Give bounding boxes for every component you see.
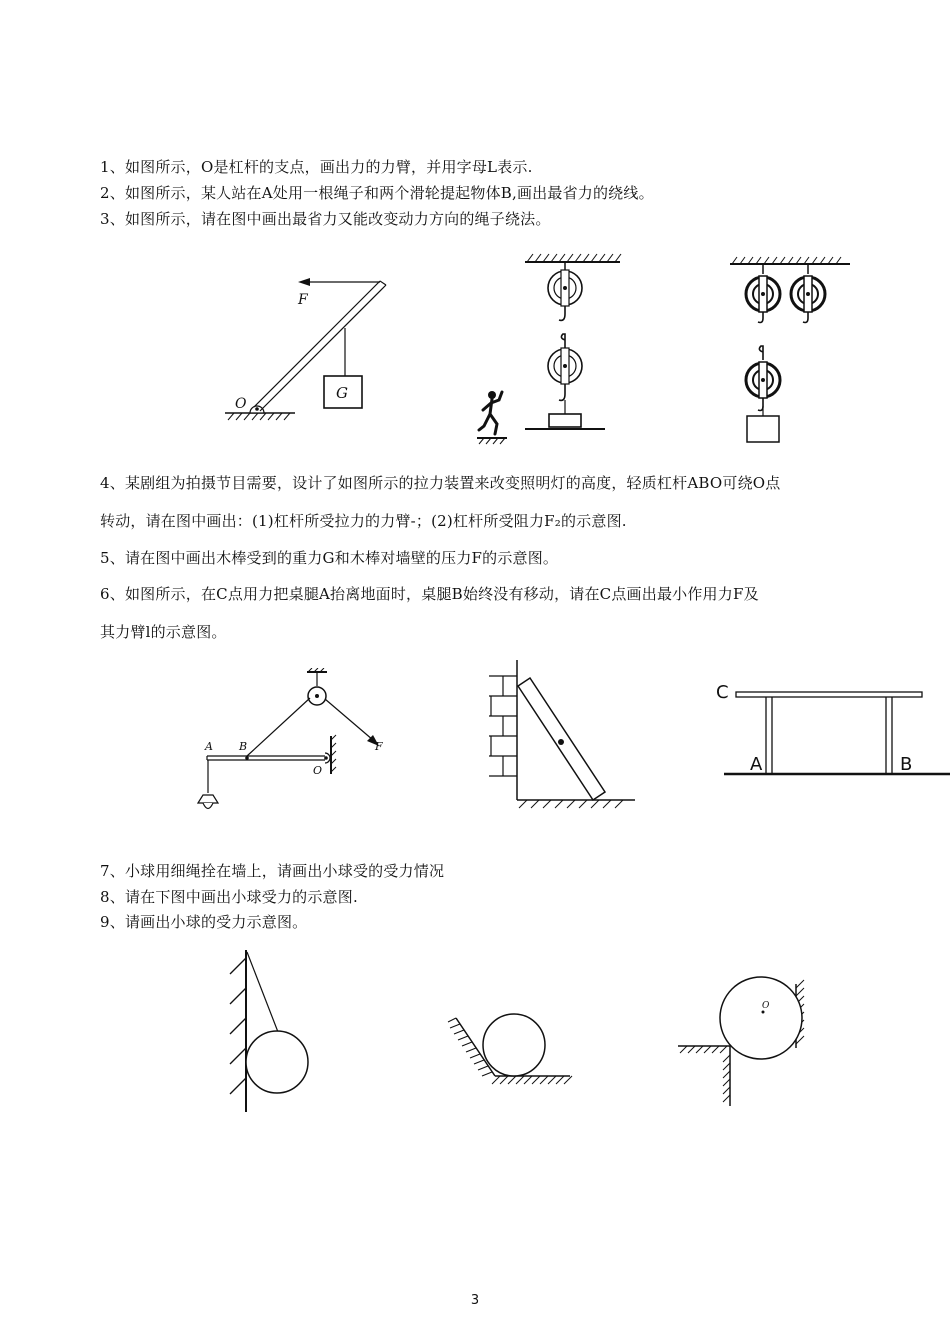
force-label: F bbox=[375, 740, 383, 753]
question-4-line2: 转动，请在图中画出：(1)杠杆所受拉力的力臂-；(2)杠杆所受阻力F₂的示意图. bbox=[100, 512, 627, 530]
question-5: 5、请在图中画出木棒受到的重力G和木棒对墙壁的压力F的示意图。 bbox=[100, 549, 559, 567]
figure-stick-wall bbox=[485, 656, 640, 811]
figure-pulley-set bbox=[728, 256, 853, 446]
question-3: 3、如图所示，请在图中画出最省力又能改变动力方向的绳子绕法。 bbox=[100, 210, 551, 228]
question-6-line2: 其力臂l的示意图。 bbox=[100, 623, 227, 641]
point-a-label: A bbox=[750, 754, 763, 775]
pivot-label: O bbox=[235, 396, 247, 412]
figure-ball-slope bbox=[440, 1000, 580, 1095]
point-b-label: B bbox=[900, 754, 913, 775]
figure-lever bbox=[220, 268, 400, 428]
weight-label: G bbox=[336, 384, 348, 402]
question-1: 1、如图所示，O是杠杆的支点，画出力的力臂，并用字母L表示. bbox=[100, 158, 533, 176]
point-b-label: B bbox=[239, 740, 248, 753]
figure-person-pulleys bbox=[475, 250, 625, 455]
figure-lamp-lever bbox=[195, 668, 395, 823]
point-a-label: A bbox=[205, 740, 213, 753]
figure-ball-hanging bbox=[220, 946, 320, 1116]
question-4-line1: 4、某剧组为拍摄节目需要，设计了如图所示的拉力装置来改变照明灯的高度，轻质杠杆ABO可绕O点 bbox=[100, 474, 781, 492]
figure-ball-corner bbox=[670, 976, 820, 1111]
question-9: 9、请画出小球的受力示意图。 bbox=[100, 913, 308, 931]
question-6-line1: 6、如图所示，在C点用力把桌腿A抬离地面时，桌腿B始终没有移动，请在C点画出最小作用力F及 bbox=[100, 585, 759, 603]
force-label: F bbox=[298, 292, 308, 308]
figure-table bbox=[710, 680, 950, 785]
point-c-label: C bbox=[716, 682, 729, 703]
question-2: 2、如图所示，某人站在A处用一根绳子和两个滑轮提起物体B,画出最省力的绕线。 bbox=[100, 184, 654, 202]
pivot-label: O bbox=[313, 764, 323, 777]
center-label: O bbox=[762, 1001, 770, 1011]
question-7: 7、小球用细绳拴在墙上，请画出小球受的受力情况 bbox=[100, 862, 445, 880]
page-number: 3 bbox=[470, 1293, 480, 1308]
question-8: 8、请在下图中画出小球受力的示意图. bbox=[100, 888, 358, 906]
